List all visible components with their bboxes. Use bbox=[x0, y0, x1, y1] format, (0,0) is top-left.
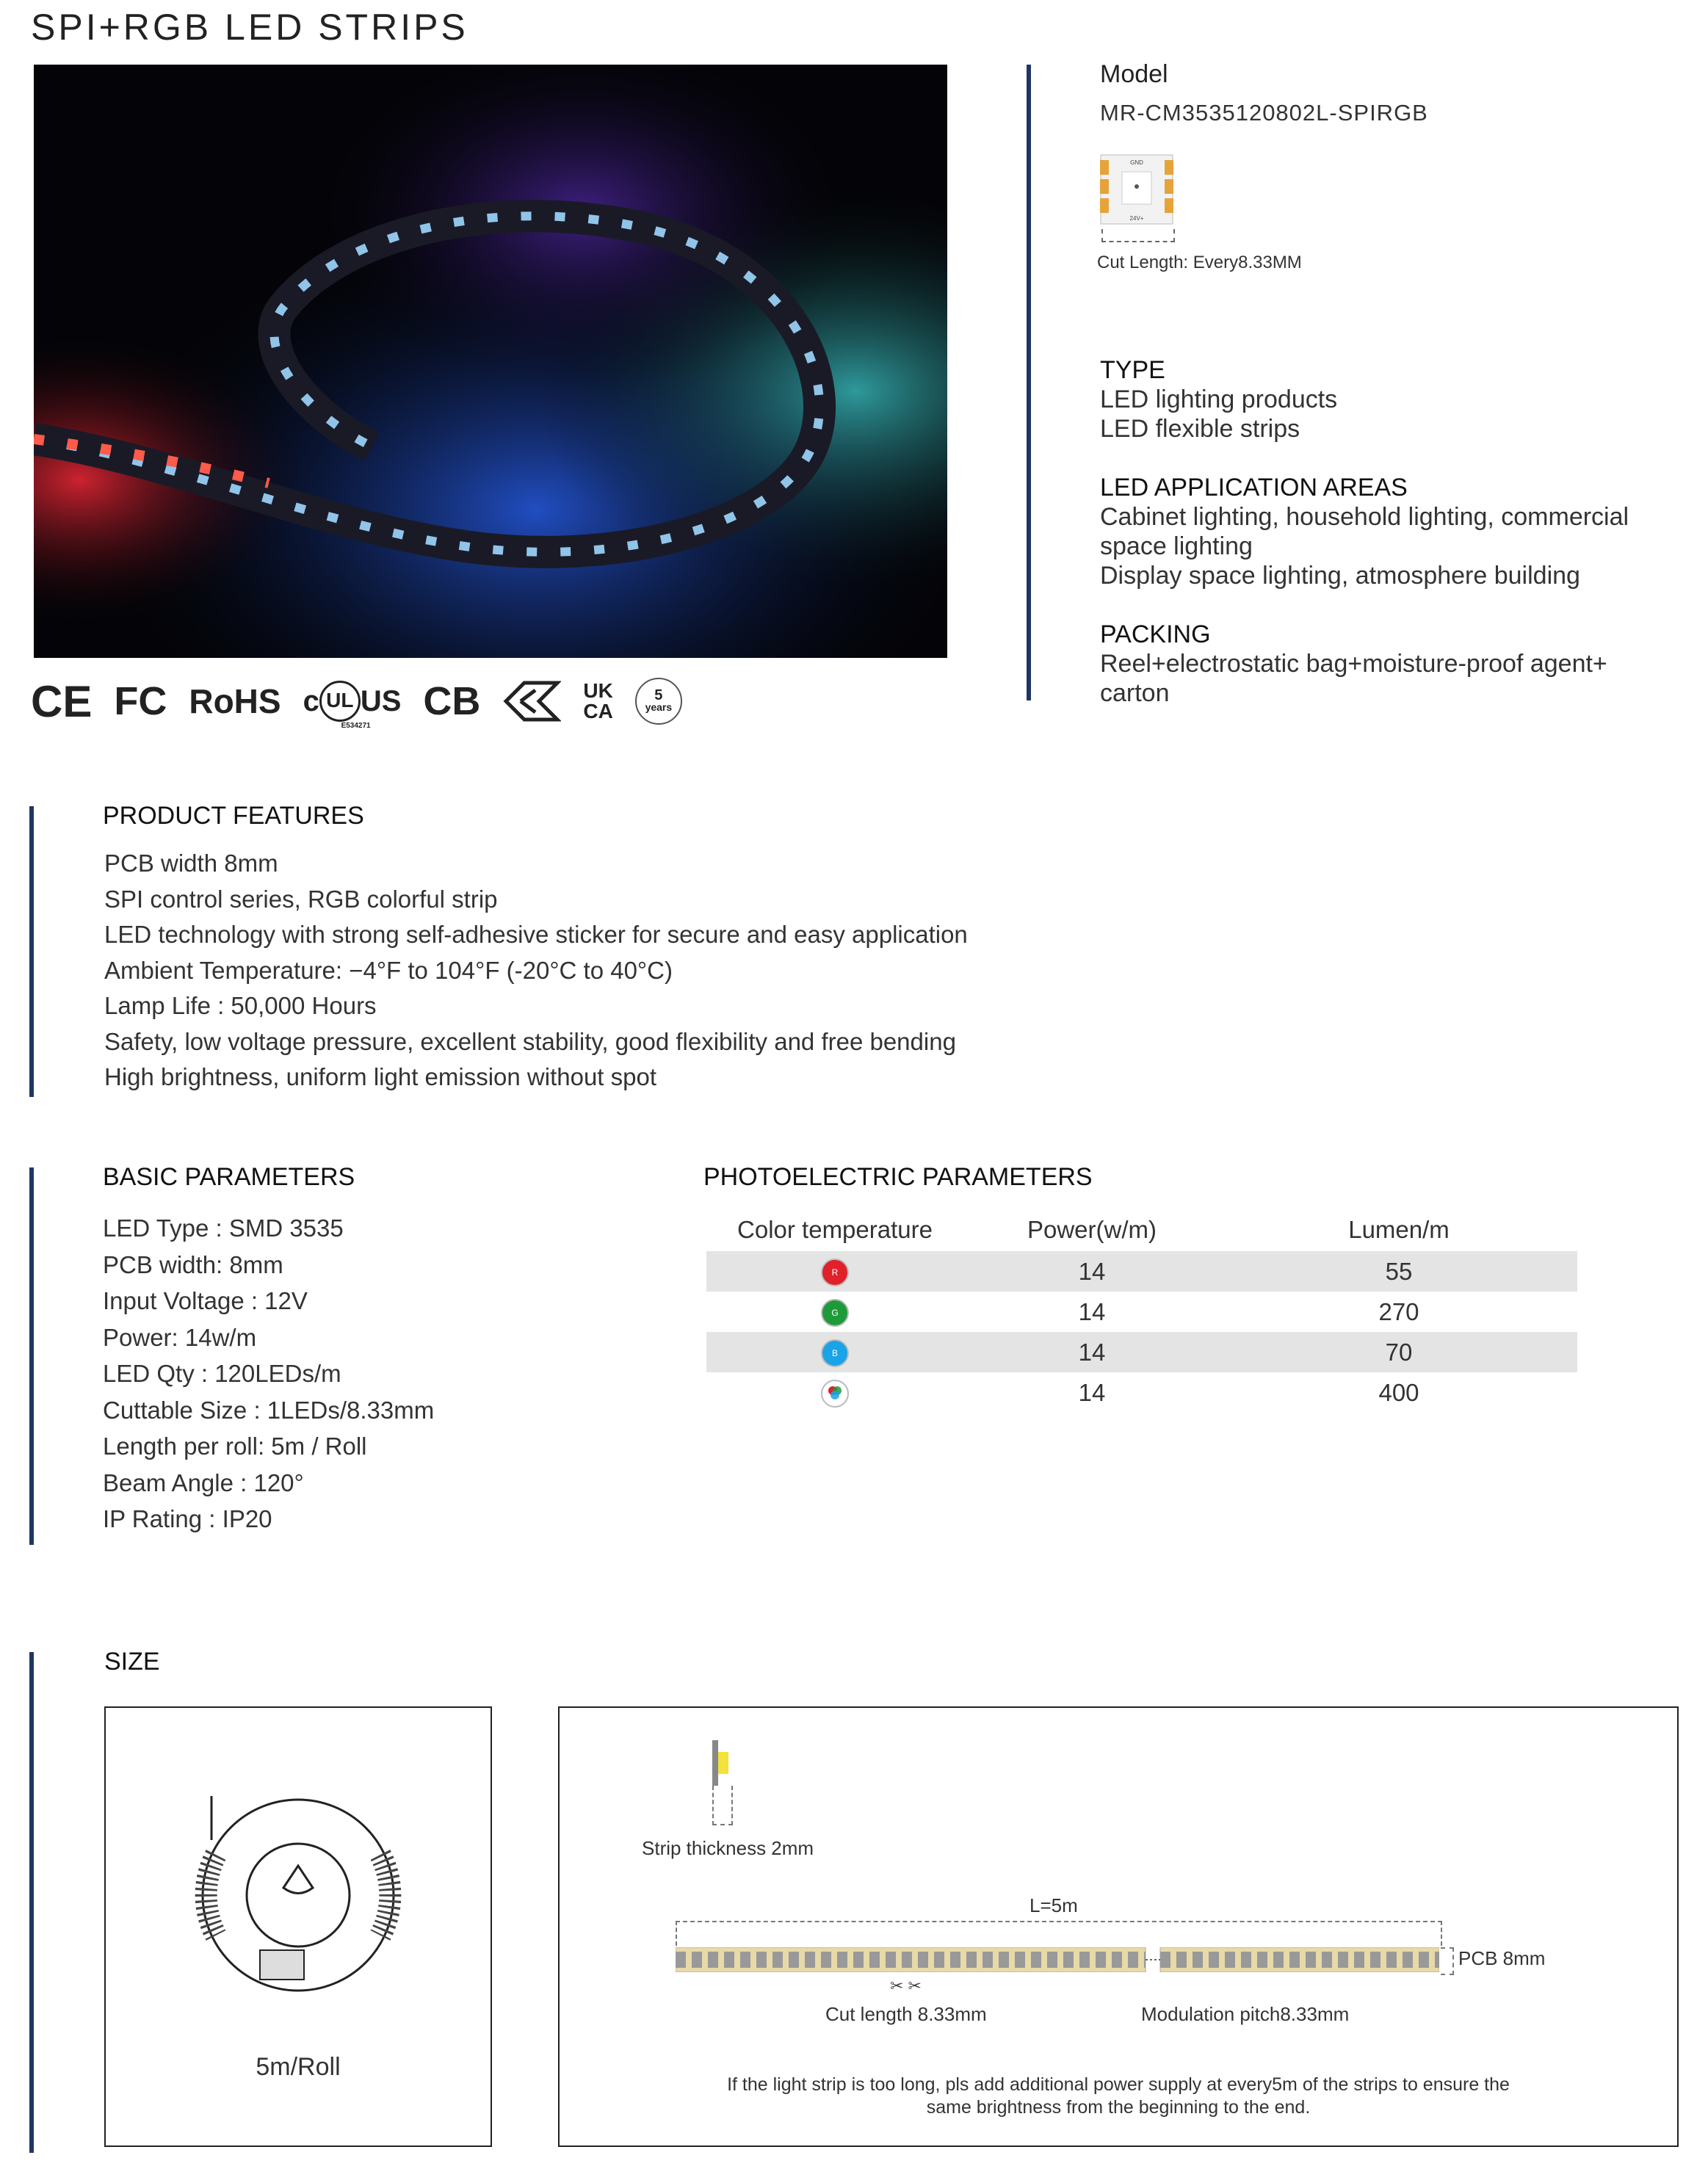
blue-dot-icon: B bbox=[821, 1339, 849, 1367]
feature-item: PCB width 8mm bbox=[104, 850, 278, 877]
emc-mark-icon bbox=[502, 679, 561, 723]
red-dot-icon: R bbox=[821, 1259, 849, 1286]
table-row bbox=[706, 1251, 1577, 1292]
feature-item: SPI control series, RGB colorful strip bbox=[104, 885, 498, 913]
rohs-mark-icon: RoHS bbox=[189, 682, 281, 720]
product-photo bbox=[34, 65, 947, 658]
application-line: space lighting bbox=[1100, 532, 1253, 560]
accent-bar bbox=[29, 1167, 34, 1545]
application-heading: LED APPLICATION AREAS bbox=[1100, 474, 1408, 501]
lumen-cell: 400 bbox=[1378, 1378, 1419, 1406]
features-list bbox=[104, 846, 968, 1096]
power-cell: 14 bbox=[963, 1251, 1220, 1292]
power-cell: 14 bbox=[1078, 1297, 1106, 1325]
pcb-width-marker bbox=[1441, 1947, 1454, 1975]
basic-item: Beam Angle : 120° bbox=[103, 1469, 304, 1496]
accent-bar bbox=[29, 806, 34, 1097]
led-strip-illustration bbox=[34, 65, 947, 658]
accent-bar bbox=[1027, 65, 1031, 700]
power-cell: 14 bbox=[1078, 1378, 1106, 1406]
features-heading: PRODUCT FEATURES bbox=[103, 802, 364, 830]
model-value: MR-CM3535120802L-SPIRGB bbox=[1100, 100, 1428, 126]
svg-text:24V+: 24V+ bbox=[1129, 215, 1144, 222]
basic-item: PCB width: 8mm bbox=[103, 1250, 283, 1278]
packing-line: carton bbox=[1100, 679, 1170, 707]
packing-heading: PACKING bbox=[1100, 620, 1211, 648]
basic-list bbox=[103, 1210, 434, 1538]
ce-mark-icon: CE bbox=[31, 676, 93, 726]
packing-block bbox=[1100, 620, 1687, 708]
size-heading: SIZE bbox=[104, 1648, 160, 1676]
rgb-mix-dot-icon bbox=[821, 1380, 849, 1408]
strip-side-view bbox=[712, 1740, 718, 1786]
cut-marker bbox=[1101, 229, 1175, 242]
strip-top-view bbox=[676, 1947, 1439, 1972]
roll-label: 5m/Roll bbox=[256, 2053, 341, 2081]
basic-item: Power: 14w/m bbox=[103, 1323, 257, 1351]
column-header: Power(w/m) bbox=[1027, 1216, 1157, 1243]
note-line: same brightness from the beginning to the end. bbox=[926, 2097, 1311, 2118]
length-label: L=5m bbox=[1029, 1894, 1078, 1916]
power-cell: 14 bbox=[963, 1332, 1220, 1372]
fcc-mark-icon: FC bbox=[114, 679, 167, 723]
feature-item: LED technology with strong self-adhesive sticker for secure and easy application bbox=[104, 921, 968, 948]
feature-item: Ambient Temperature: −4°F to 104°F (-20°C to 40°C) bbox=[104, 956, 673, 984]
length-marker bbox=[676, 1921, 1442, 1946]
basic-item: LED Qty : 120LEDs/m bbox=[103, 1360, 341, 1387]
basic-item: Input Voltage : 12V bbox=[103, 1287, 308, 1314]
basic-item: Length per roll: 5m / Roll bbox=[103, 1433, 367, 1460]
dimension-drawing-box bbox=[558, 1706, 1679, 2147]
column-header: Lumen/m bbox=[1348, 1216, 1450, 1243]
lumen-cell: 70 bbox=[1220, 1332, 1577, 1372]
table-row bbox=[706, 1332, 1577, 1372]
warranty-5-years-icon: 5 years bbox=[635, 678, 682, 725]
page-title: SPI+RGB LED STRIPS bbox=[31, 7, 468, 48]
note-line: If the light strip is too long, pls add additional power supply at every5m of the strips to ensure the bbox=[727, 2074, 1510, 2095]
color-cell bbox=[706, 1251, 963, 1292]
reel-icon bbox=[194, 1789, 402, 2002]
strip-led-side bbox=[718, 1752, 728, 1774]
cut-length-text: Cut Length: Every8.33MM bbox=[1097, 253, 1302, 272]
led-chip-icon bbox=[1100, 154, 1173, 225]
application-line: Display space lighting, atmosphere building bbox=[1100, 562, 1580, 590]
type-heading: TYPE bbox=[1100, 356, 1165, 384]
basic-item: IP Rating : IP20 bbox=[103, 1505, 272, 1532]
type-block bbox=[1100, 355, 1687, 443]
green-dot-icon: G bbox=[821, 1299, 849, 1327]
photoelectric-table bbox=[706, 1209, 1577, 1413]
cul-mark-icon: c UL US E534271 bbox=[303, 681, 402, 722]
type-item: LED lighting products bbox=[1100, 385, 1338, 413]
packing-line: Reel+electrostatic bag+moisture-proof agent+ bbox=[1100, 650, 1607, 678]
color-cell bbox=[706, 1292, 963, 1332]
model-label: Model bbox=[1100, 60, 1168, 88]
pitch-label: Modulation pitch8.33mm bbox=[1141, 2003, 1350, 2025]
feature-item: High brightness, uniform light emission without spot bbox=[104, 1063, 657, 1090]
cut-label: Cut length 8.33mm bbox=[825, 2003, 987, 2025]
basic-heading: BASIC PARAMETERS bbox=[103, 1163, 355, 1191]
svg-text:GND: GND bbox=[1130, 159, 1143, 166]
ukca-mark-icon: UK CA bbox=[583, 679, 613, 723]
pcb-label: PCB 8mm bbox=[1458, 1947, 1546, 1969]
cb-mark-icon: CB bbox=[423, 679, 481, 723]
feature-item: Lamp Life : 50,000 Hours bbox=[104, 992, 377, 1019]
table-row bbox=[706, 1372, 1577, 1413]
scissors-icon: ✂ ✂ bbox=[890, 1977, 922, 1995]
roll-drawing-box bbox=[104, 1706, 492, 2147]
thickness-label: Strip thickness 2mm bbox=[642, 1837, 814, 1859]
application-line: Cabinet lighting, household lighting, commercial bbox=[1100, 503, 1629, 531]
certification-logos bbox=[31, 676, 682, 730]
accent-bar bbox=[29, 1652, 34, 2153]
basic-item: Cuttable Size : 1LEDs/8.33mm bbox=[103, 1396, 435, 1424]
table-row bbox=[706, 1292, 1577, 1332]
power-note bbox=[560, 2074, 1677, 2119]
feature-item: Safety, low voltage pressure, excellent stability, good flexibility and free bending bbox=[104, 1027, 956, 1055]
photoelectric-heading: PHOTOELECTRIC PARAMETERS bbox=[703, 1163, 1093, 1191]
color-cell bbox=[706, 1372, 963, 1413]
lumen-cell: 55 bbox=[1220, 1251, 1577, 1292]
color-cell bbox=[706, 1332, 963, 1372]
column-header: Color temperature bbox=[737, 1216, 933, 1243]
application-block bbox=[1100, 473, 1687, 590]
type-item: LED flexible strips bbox=[1100, 415, 1300, 443]
basic-item: LED Type : SMD 3535 bbox=[103, 1214, 344, 1242]
lumen-cell: 270 bbox=[1378, 1297, 1419, 1325]
thickness-marker bbox=[712, 1786, 733, 1825]
